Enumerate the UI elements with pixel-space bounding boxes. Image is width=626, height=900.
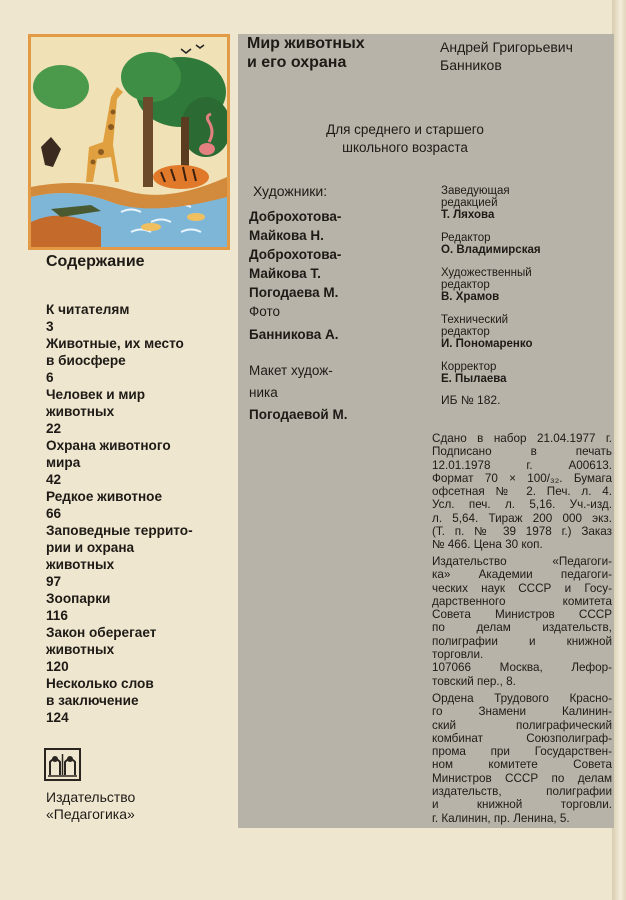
contents-entry-title: мира bbox=[46, 455, 81, 470]
author-name bbox=[440, 38, 573, 74]
book-title bbox=[247, 34, 365, 72]
staff-role: Технический bbox=[441, 314, 509, 326]
imprint-line: г. Калинин, пр. Ленина, 5. bbox=[432, 811, 570, 825]
author-line: Банников bbox=[440, 57, 502, 73]
contents-entry-title: в заключение bbox=[46, 693, 139, 708]
contents-entry-page: 120 bbox=[46, 659, 69, 674]
print-details bbox=[432, 432, 612, 552]
layout-label-line: Макет худож- bbox=[249, 363, 333, 378]
imprint-line: Формат 70 × 100/₃₂. Бумага bbox=[432, 471, 612, 485]
contents-entry-title: Редкое животное bbox=[46, 489, 163, 504]
publisher-name bbox=[46, 789, 135, 823]
imprint-line: Усл. печ. л. 5,16. Уч.-изд. bbox=[432, 498, 612, 512]
layout-credit-name: Погодаевой М. bbox=[249, 407, 348, 422]
staff-name: Е. Пылаева bbox=[441, 373, 507, 385]
contents-entry-title: рии и охрана bbox=[46, 540, 135, 555]
contents-entry-title: Зоопарки bbox=[46, 591, 111, 606]
artist-name-line: Доброхотова- bbox=[249, 209, 342, 224]
layout-credit bbox=[249, 360, 347, 426]
audience-line: школьного возраста bbox=[342, 140, 468, 155]
book-title-line: и его охрана bbox=[247, 54, 347, 71]
imprint-line: го Знамени Калинин- bbox=[432, 705, 612, 719]
layout-label-line: ника bbox=[249, 385, 278, 400]
artist-name-line: Майкова Т. bbox=[249, 266, 321, 281]
staff-name: Т. Ляхова bbox=[441, 209, 495, 221]
staff-name: И. Пономаренко bbox=[441, 338, 533, 350]
contents-entry bbox=[46, 386, 231, 437]
imprint-line: Издательство «Педагоги- bbox=[432, 555, 612, 568]
photo-credit-name: Банникова А. bbox=[249, 327, 339, 342]
staff-role: Корректор bbox=[441, 361, 497, 373]
animals-illustration-image bbox=[31, 37, 227, 247]
imprint-line: прома при Государствен- bbox=[432, 745, 612, 759]
contents-entry-title: Несколько слов bbox=[46, 676, 154, 691]
staff-role: Заведующая bbox=[441, 185, 510, 197]
imprint-line: офсетная № 2. Печ. л. 4. bbox=[432, 485, 612, 499]
contents-entry bbox=[46, 624, 231, 675]
publisher-name-line: Издательство bbox=[46, 789, 136, 805]
contents-entry-title: Человек и мир bbox=[46, 387, 146, 402]
contents-list bbox=[46, 301, 231, 726]
staff-role: редактор bbox=[441, 279, 490, 291]
imprint-line: ский полиграфический bbox=[432, 718, 612, 732]
contents-entry bbox=[46, 590, 231, 624]
imprint-line: ка» Академии педагоги- bbox=[432, 568, 612, 582]
imprint-line: Подписано в печать bbox=[432, 445, 612, 459]
page-edge bbox=[612, 0, 626, 900]
staff-role: Редактор bbox=[441, 232, 491, 244]
imprint-line: комбинат Союзполиграф- bbox=[432, 731, 612, 745]
publisher-logo-icon bbox=[44, 748, 81, 781]
artists-list bbox=[249, 207, 429, 344]
audience-line: Для среднего и старшего bbox=[326, 122, 484, 137]
audience-note bbox=[300, 121, 510, 157]
staff-role: редакцией bbox=[441, 197, 498, 209]
contents-entry-page: 116 bbox=[46, 608, 68, 623]
imprint-line: товский пер., 8. bbox=[432, 674, 516, 688]
artists-label: Художники: bbox=[253, 183, 328, 199]
imprint-line: 107066 Москва, Лефор- bbox=[432, 661, 612, 675]
imprint-line: полиграфии и книжной bbox=[432, 634, 612, 648]
contents-entry-page: 124 bbox=[46, 710, 69, 725]
contents-entry-page: 66 bbox=[46, 506, 62, 521]
contents-entry-title: К читателям bbox=[46, 302, 130, 317]
artist-name-line: Майкова Н. bbox=[249, 228, 324, 243]
contents-entry-page: 97 bbox=[46, 574, 62, 589]
ib-number: ИБ № 182. bbox=[441, 393, 501, 407]
imprint-line: ческих наук СССР и Госу- bbox=[432, 581, 612, 595]
imprint-line: по делам издательств, bbox=[432, 621, 612, 635]
imprint-line: и книжной торговли. bbox=[432, 798, 612, 812]
contents-entry bbox=[46, 437, 231, 488]
contents-entry-page: 6 bbox=[46, 370, 54, 385]
contents-entry-page: 22 bbox=[46, 421, 62, 436]
contents-entry-title: Заповедные террито- bbox=[46, 523, 193, 538]
contents-entry-title: животных bbox=[46, 404, 115, 419]
imprint-line: Сдано в набор 21.04.1977 г. bbox=[432, 432, 612, 445]
contents-entry-title: Животные, их место bbox=[46, 336, 184, 351]
author-line: Андрей Григорьевич bbox=[440, 39, 573, 55]
staff-role: редактор bbox=[441, 326, 490, 338]
contents-entry bbox=[46, 675, 231, 726]
publisher-name-line: «Педагогика» bbox=[46, 806, 135, 822]
imprint-line: 12.01.1978 г. А00613. bbox=[432, 458, 612, 472]
printer-details bbox=[432, 692, 612, 825]
contents-entry bbox=[46, 335, 231, 386]
imprint-line: № 466. Цена 30 коп. bbox=[432, 538, 543, 552]
imprint-line: Министров СССР по делам bbox=[432, 771, 612, 785]
staff-role: Художественный bbox=[441, 267, 532, 279]
contents-entry bbox=[46, 301, 231, 335]
imprint-line: дарственного комитета bbox=[432, 594, 612, 608]
contents-entry-page: 42 bbox=[46, 472, 62, 487]
imprint-line: Совета Министров СССР bbox=[432, 608, 612, 622]
contents-entry bbox=[46, 522, 231, 590]
editorial-staff bbox=[441, 185, 611, 396]
contents-entry-title: животных bbox=[46, 557, 115, 572]
staff-name: О. Владимирская bbox=[441, 244, 541, 256]
artist-name-line: Доброхотова- bbox=[249, 247, 342, 262]
contents-entry-title: в биосфере bbox=[46, 353, 126, 368]
contents-entry-title: Закон оберегает bbox=[46, 625, 157, 640]
book-title-line: Мир животных bbox=[247, 35, 365, 52]
contents-entry-title: Охрана животного bbox=[46, 438, 171, 453]
contents-heading: Содержание bbox=[46, 253, 145, 270]
contents-entry-title: животных bbox=[46, 642, 115, 657]
imprint-line: торговли. bbox=[432, 648, 484, 662]
staff-name: В. Храмов bbox=[441, 291, 500, 303]
artist-name-line: Погодаева М. bbox=[249, 285, 339, 300]
imprint-line: (Т. п. № 39 1978 г.) Заказ bbox=[432, 525, 612, 539]
photo-label: Фото bbox=[249, 304, 281, 319]
imprint-line: л. 5,64. Тираж 200 000 экз. bbox=[432, 511, 612, 525]
contents-entry bbox=[46, 488, 231, 522]
imprint-line: ном комитете Совета bbox=[432, 758, 612, 772]
publisher-details bbox=[432, 555, 612, 688]
imprint-line: издательств, полиграфии bbox=[432, 785, 612, 799]
contents-entry-page: 3 bbox=[46, 319, 54, 334]
imprint-line: Ордена Трудового Красно- bbox=[432, 692, 612, 705]
cover-illustration bbox=[28, 34, 230, 250]
